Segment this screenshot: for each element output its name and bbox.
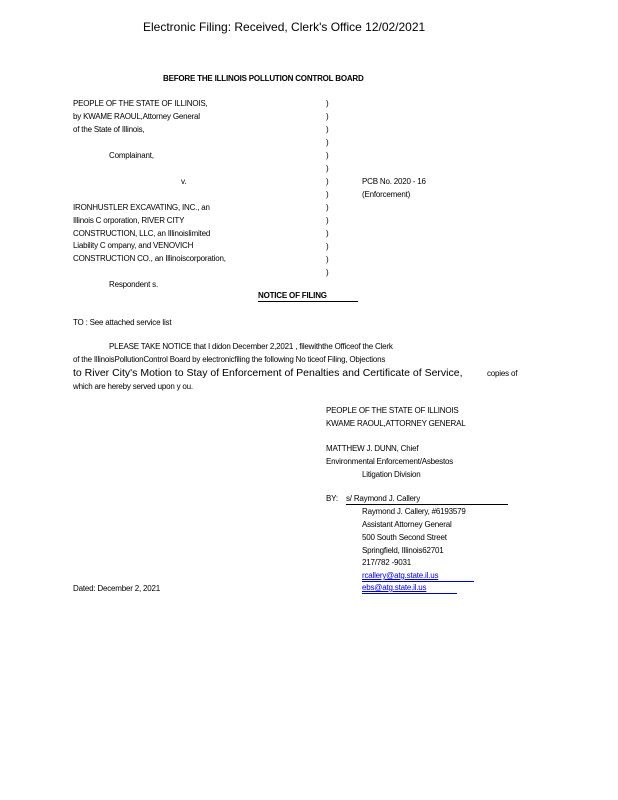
email-underline-1 bbox=[362, 581, 474, 582]
to-line: TO : See attached service list bbox=[73, 318, 172, 327]
respondent-line-3: CONSTRUCTION, LLC, an Illinoislimited bbox=[73, 229, 211, 238]
respondent-line-1: IRONHUSTLER EXCAVATING, INC., an bbox=[73, 203, 210, 212]
bracket: ) bbox=[326, 216, 329, 225]
body-line-2: of the IllinoisPollutionControl Board by electronicfiling the following No ticeof Filing, Objections bbox=[73, 355, 386, 364]
attorney-address-2: Springfield, Illinois62701 bbox=[362, 546, 444, 555]
bracket: ) bbox=[326, 112, 329, 121]
signature-chief-2: Environmental Enforcement/Asbestos bbox=[326, 457, 454, 466]
signature-org-1: PEOPLE OF THE STATE OF ILLINOIS bbox=[326, 406, 459, 415]
notice-title: NOTICE OF FILING bbox=[258, 291, 327, 300]
bracket: ) bbox=[326, 203, 329, 212]
case-number: PCB No. 2020 - 16 bbox=[362, 177, 426, 186]
attorney-address-1: 500 South Second Street bbox=[362, 533, 447, 542]
bracket: ) bbox=[326, 138, 329, 147]
bracket: ) bbox=[326, 190, 329, 199]
signature-chief-3: Litigation Division bbox=[362, 470, 421, 479]
complainant-line-1: PEOPLE OF THE STATE OF ILLINOIS, bbox=[73, 99, 208, 108]
attorney-phone: 217/782 -9031 bbox=[362, 558, 412, 567]
filing-stamp-header: Electronic Filing: Received, Clerk's Office 12/02/2021 bbox=[143, 20, 426, 34]
respondent-line-2: Illinois C orporation, RIVER CITY bbox=[73, 216, 185, 225]
attorney-name: Raymond J. Callery, #6193579 bbox=[362, 507, 466, 516]
complainant-line-3: of the State of Illinois, bbox=[73, 125, 145, 134]
notice-title-underline bbox=[258, 301, 358, 302]
bracket: ) bbox=[326, 125, 329, 134]
bracket: ) bbox=[326, 229, 329, 238]
email-underline-2 bbox=[362, 593, 457, 594]
body-line-1: PLEASE TAKE NOTICE that I didon December 2,2021 , filewiththe Officeof the Clerk bbox=[109, 342, 393, 351]
signature-by-label: BY: bbox=[326, 494, 338, 503]
signature-electronic: s/ Raymond J. Callery bbox=[346, 494, 421, 503]
signature-org-2: KWAME RAOUL,ATTORNEY GENERAL bbox=[326, 419, 466, 428]
body-line-4: which are hereby served upon y ou. bbox=[73, 382, 193, 391]
body-line-3-rest: copies of bbox=[487, 369, 518, 378]
attorney-email-link-1[interactable]: rcallery@atg.state.il.us bbox=[362, 571, 439, 580]
bracket: ) bbox=[326, 99, 329, 108]
bracket: ) bbox=[326, 164, 329, 173]
case-type: (Enforcement) bbox=[362, 190, 411, 199]
dated-line: Dated: December 2, 2021 bbox=[73, 584, 161, 593]
respondent-line-4: Liability C ompany, and VENOVICH bbox=[73, 241, 194, 250]
bracket: ) bbox=[326, 268, 329, 277]
attorney-title: Assistant Attorney General bbox=[362, 520, 452, 529]
bracket: ) bbox=[326, 151, 329, 160]
versus-text: v. bbox=[181, 177, 187, 186]
complainant-line-2: by KWAME RAOUL,Attorney General bbox=[73, 112, 200, 121]
signature-line bbox=[346, 504, 508, 505]
attorney-email-link-2[interactable]: ebs@atg.state.il.us bbox=[362, 583, 427, 592]
bracket: ) bbox=[326, 255, 329, 264]
respondent-line-5: CONSTRUCTION CO., an Illinoiscorporation, bbox=[73, 254, 226, 263]
complainant-label: Complainant, bbox=[109, 151, 154, 160]
board-title: BEFORE THE ILLINOIS POLLUTION CONTROL BOARD bbox=[163, 74, 364, 83]
bracket: ) bbox=[326, 177, 329, 186]
body-line-3-emphasis: to River City's Motion to Stay of Enforcement of Penalties and Certificate of Service, bbox=[73, 367, 463, 379]
bracket: ) bbox=[326, 242, 329, 251]
respondent-label: Respondent s. bbox=[109, 280, 158, 289]
signature-chief-1: MATTHEW J. DUNN, Chief bbox=[326, 444, 419, 453]
